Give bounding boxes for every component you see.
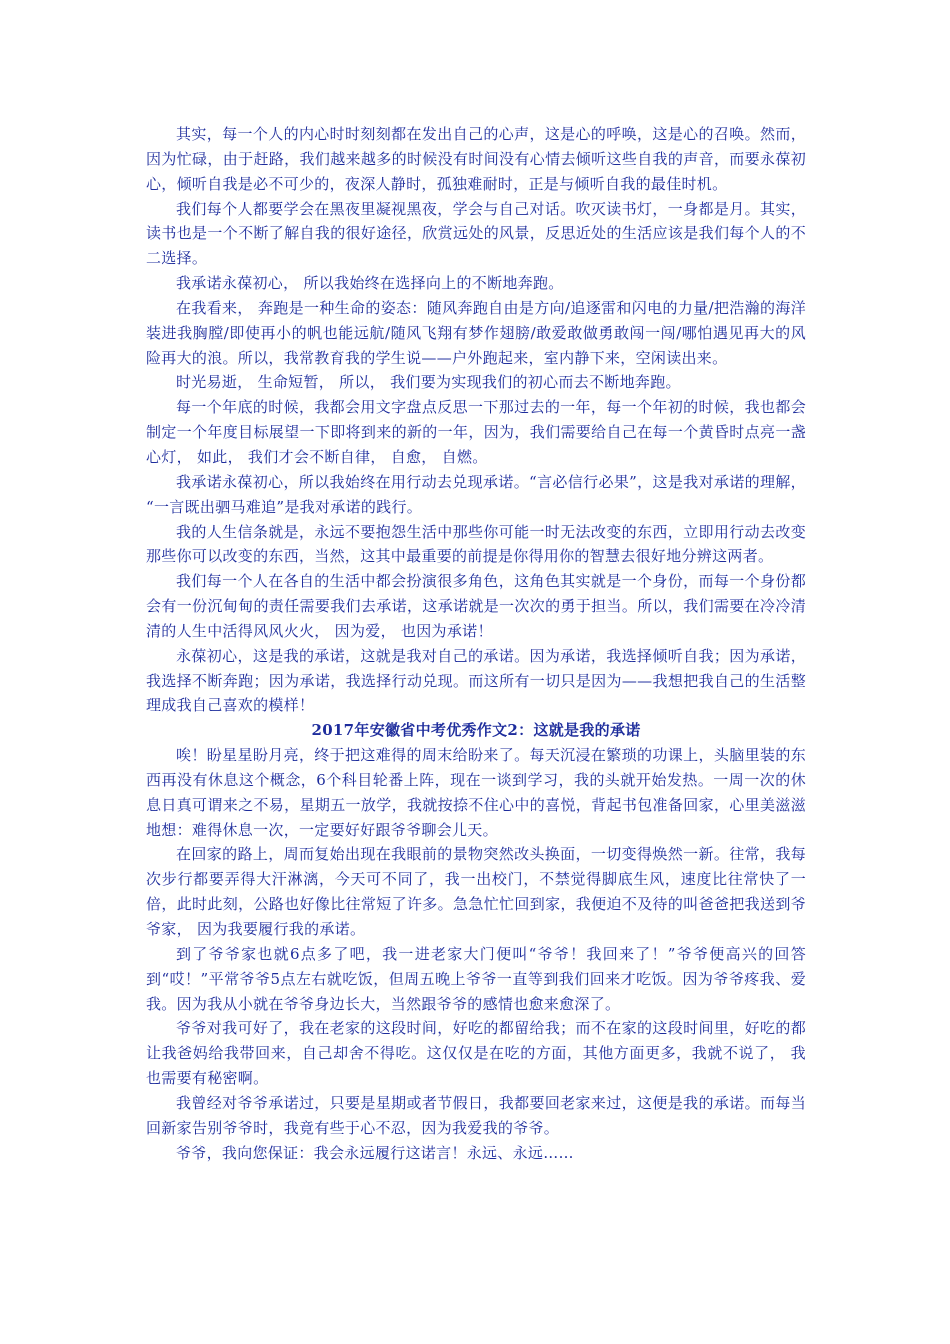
paragraph: 在回家的路上，周而复始出现在我眼前的景物突然改头换面，一切变得焕然一新。往常，我每次步行都要弄得大汗淋漓，今天可不同了，我一出校门，不禁觉得脚底生风，速度比往常快了一倍，此时此刻，公路也好像比往常短了许多。急急忙忙回到家，我便迫不及待的叫爸爸把我送到爷爷家， 因为我要履行我的承诺。 xyxy=(146,845,806,938)
paragraph: 我承诺永葆初心，所以我始终在用行动去兑现承诺。“言必信行必果”，这是我对承诺的理解， “一言既出驷马难追”是我对承诺的践行。 xyxy=(146,472,806,516)
paragraph: 我承诺永葆初心， 所以我始终在选择向上的不断地奔跑。 xyxy=(176,274,564,293)
document-page xyxy=(146,122,806,1165)
article-title: 2017年安徽省中考优秀作文2：这就是我的承诺 xyxy=(311,721,641,740)
paragraph: 我曾经对爷爷承诺过，只要是星期或者节假日，我都要回老家来过，这便是我的承诺。而每当回新家告别爷爷时，我竟有些于心不忍，因为我爱我的爷爷。 xyxy=(146,1093,806,1137)
paragraph: 其实，每一个人的内心时时刻刻都在发出自己的心声，这是心的呼唤，这是心的召唤。然而，因为忙碌，由于赶路，我们越来越多的时候没有时间没有心情去倾听这些自我的声音，而要永葆初心，倾听自我是必不可少的，夜深人静时，孤独难耐时，正是与倾听自我的最佳时机。 xyxy=(146,125,806,193)
paragraph: 时光易逝， 生命短暂， 所以， 我们要为实现我们的初心而去不断地奔跑。 xyxy=(176,373,681,392)
paragraph: 爷爷，我向您保证：我会永远履行这诺言！永远、永远…… xyxy=(176,1143,574,1162)
paragraph: 我们每个人都要学会在黑夜里凝视黑夜，学会与自己对话。吹灭读书灯，一身都是月。其实，读书也是一个不断了解自我的很好途径，欣赏远处的风景，反思近处的生活应该是我们每个人的不二选择。 xyxy=(146,199,806,268)
paragraph: 唉！盼星星盼月亮，终于把这难得的周末给盼来了。每天沉浸在繁琐的功课上，头脑里装的东西再没有休息这个概念，6个科目轮番上阵，现在一谈到学习，我的头就开始发热。一周一次的休息日真可谓来之不易，星期五一放学，我就按捺不住心中的喜悦，背起书包准备回家，心里美滋滋地想：难得休息一次，一定要好好跟爷爷聊会儿天。 xyxy=(146,746,806,839)
paragraph: 我们每一个人在各自的生活中都会扮演很多角色，这角色其实就是一个身份，而每一个身份都会有一份沉甸甸的责任需要我们去承诺，这承诺就是一次次的勇于担当。所以，我们需要在冷冷清清的人生中活得风风火火， 因为爱， 也因为承诺！ xyxy=(146,572,806,640)
paragraph: 每一个年底的时候，我都会用文字盘点反思一下那过去的一年，每一个年初的时候，我也都会制定一个年度目标展望一下即将到来的新的一年，因为，我们需要给自己在每一个黄昏时点亮一盏心灯， 如此， 我们才会不断自律， 自愈， 自燃。 xyxy=(146,398,806,466)
paragraph: 在我看来， 奔跑是一种生命的姿态：随风奔跑自由是方向/追逐雷和闪电的力量/把浩瀚的海洋装进我胸膛/即使再小的帆也能远航/随风飞翔有梦作翅膀/敢爱敢做勇敢闯一闯/哪怕遇见再大的风险再大的浪。所以，我常教育我的学生说——户外跑起来，室内静下来，空闲读出来。 xyxy=(146,298,806,367)
paragraph: 到了爷爷家也就6点多了吧，我一进老家大门便叫“爷爷！我回来了！”爷爷便高兴的回答到“哎！”平常爷爷5点左右就吃饭，但周五晚上爷爷一直等到我们回来才吃饭。因为爷爷疼我、爱我。因为我从小就在爷爷身边长大，当然跟爷爷的感情也愈来愈深了。 xyxy=(146,944,806,1013)
paragraph: 爷爷对我可好了，我在老家的这段时间，好吃的都留给我；而不在家的这段时间里，好吃的都让我爸妈给我带回来，自己却舍不得吃。这仅仅是在吃的方面，其他方面更多，我就不说了， 我也需要有秘密啊。 xyxy=(146,1019,806,1088)
paragraph: 永葆初心，这是我的承诺，这就是我对自己的承诺。因为承诺，我选择倾听自我；因为承诺，我选择不断奔跑；因为承诺，我选择行动兑现。而这所有一切只是因为——我想把我自己的生活整理成我自己喜欢的模样！ xyxy=(146,646,806,715)
paragraph: 我的人生信条就是，永远不要抱怨生活中那些你可能一时无法改变的东西，立即用行动去改变那些你可以改变的东西，当然，这其中最重要的前提是你得用你的智慧去很好地分辨这两者。 xyxy=(146,522,806,566)
